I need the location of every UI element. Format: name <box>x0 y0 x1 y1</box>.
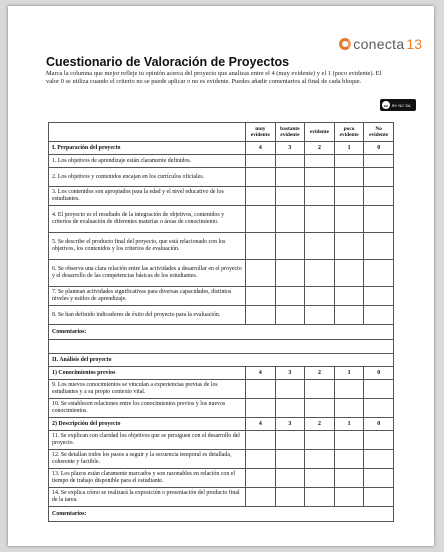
header-muy-evidente: muy evidente <box>246 123 276 142</box>
criterion-text: 8. Se han definido indicadores de éxito del proyecto para la evaluación. <box>49 306 246 325</box>
answer-cell[interactable] <box>246 187 276 206</box>
criterion-text: 7. Se plantean actividades significativas para diversas capacidades, distintos niveles y estilos de aprendizaje. <box>49 287 246 306</box>
document-page <box>8 6 434 546</box>
answer-cell[interactable] <box>246 168 276 187</box>
logo-version: 13 <box>406 36 422 52</box>
answer-cell[interactable] <box>275 287 305 306</box>
score-cell: 2 <box>305 142 335 155</box>
comments-row <box>49 325 394 340</box>
answer-cell[interactable] <box>275 168 305 187</box>
answer-cell[interactable] <box>334 306 364 325</box>
criterion-text: 1. Los objetivos de aprendizaje están claramente definidos. <box>49 155 246 168</box>
criterion-text: 13. Los plazos están claramente marcados y son razonables en relación con el tiempo de trabajo disponible para el estudiante. <box>49 469 246 488</box>
answer-cell[interactable] <box>305 260 335 287</box>
score-cell: 3 <box>275 418 305 431</box>
answer-cell[interactable] <box>364 306 394 325</box>
answer-cell[interactable] <box>246 380 276 399</box>
answer-cell[interactable] <box>305 206 335 233</box>
answer-cell[interactable] <box>246 155 276 168</box>
table-row <box>49 168 394 187</box>
answer-cell[interactable] <box>275 155 305 168</box>
score-cell: 0 <box>364 367 394 380</box>
table-row <box>49 380 394 399</box>
answer-cell[interactable] <box>305 488 335 507</box>
answer-cell[interactable] <box>305 306 335 325</box>
spacer-row <box>49 340 394 354</box>
answer-cell[interactable] <box>275 469 305 488</box>
answer-cell[interactable] <box>246 399 276 418</box>
answer-cell[interactable] <box>246 431 276 450</box>
answer-cell[interactable] <box>305 431 335 450</box>
answer-cell[interactable] <box>275 488 305 507</box>
header-poco-evidente: poco evidente <box>334 123 364 142</box>
criterion-text: 12. Se detallan todos los pasos a seguir y la secuencia temporal es detallada, coherente y factible. <box>49 450 246 469</box>
answer-cell[interactable] <box>305 287 335 306</box>
answer-cell[interactable] <box>364 399 394 418</box>
answer-cell[interactable] <box>334 380 364 399</box>
answer-cell[interactable] <box>246 450 276 469</box>
criterion-text: 2. Los objetivos y contenidos encajan en los currículos oficiales. <box>49 168 246 187</box>
answer-cell[interactable] <box>364 431 394 450</box>
answer-cell[interactable] <box>275 431 305 450</box>
score-cell: 1 <box>334 418 364 431</box>
answer-cell[interactable] <box>275 206 305 233</box>
answer-cell[interactable] <box>364 488 394 507</box>
answer-cell[interactable] <box>275 306 305 325</box>
answer-cell[interactable] <box>334 187 364 206</box>
answer-cell[interactable] <box>334 469 364 488</box>
answer-cell[interactable] <box>305 399 335 418</box>
answer-cell[interactable] <box>275 399 305 418</box>
license-badge <box>380 99 416 111</box>
conecta-logo-icon <box>339 38 351 50</box>
answer-cell[interactable] <box>246 469 276 488</box>
score-cell: 1 <box>334 142 364 155</box>
intro-text: Marca la columna que mejor refleje tu opinión acerca del proyecto que analizas entre el 4 (muy evidente) y el 1 (poco evidente). El valor 0 se utiliza cuando el criterio no se puede aplicar o no es evidente. Puedes añadir comentarios al final de cada bloque. <box>46 70 382 86</box>
criterion-text: 6. Se observa una clara relación entre las actividades a desarrollar en el proyecto y el desarrollo de las competencias básicas de los estudiantes. <box>49 260 246 287</box>
answer-cell[interactable] <box>334 399 364 418</box>
score-cell: 4 <box>246 367 276 380</box>
header-no-evidente: No evidente <box>364 123 394 142</box>
table-row <box>49 233 394 260</box>
answer-cell[interactable] <box>364 206 394 233</box>
answer-cell[interactable] <box>364 287 394 306</box>
table-row <box>49 206 394 233</box>
subsection-title: 1) Conocimientos previos <box>49 367 246 380</box>
score-cell: 2 <box>305 367 335 380</box>
header-blank <box>49 123 246 142</box>
score-cell: 4 <box>246 142 276 155</box>
answer-cell[interactable] <box>305 469 335 488</box>
answer-cell[interactable] <box>305 155 335 168</box>
answer-cell[interactable] <box>246 488 276 507</box>
answer-cell[interactable] <box>334 206 364 233</box>
answer-cell[interactable] <box>364 450 394 469</box>
answer-cell[interactable] <box>305 187 335 206</box>
license-text: BY NC SA <box>392 102 411 108</box>
logo-name: conecta <box>353 36 405 52</box>
table-row <box>49 155 394 168</box>
answer-cell[interactable] <box>275 380 305 399</box>
answer-cell[interactable] <box>275 187 305 206</box>
answer-cell[interactable] <box>275 260 305 287</box>
conecta-logo <box>339 36 422 52</box>
criterion-text: 4. El proyecto es el resultado de la integración de objetivos, contenidos y criterios de evaluación de diferentes materias o áreas de conocimiento. <box>49 206 246 233</box>
section-title: II. Análisis del proyecto <box>49 354 394 367</box>
header-bastante-evidente: bastante evidente <box>275 123 305 142</box>
answer-cell[interactable] <box>334 431 364 450</box>
section-row <box>49 354 394 367</box>
cc-icon: cc <box>383 102 389 108</box>
answer-cell[interactable] <box>334 450 364 469</box>
criterion-text: 3. Los contenidos son apropiados para la edad y el nivel educativo de los estudiantes. <box>49 187 246 206</box>
answer-cell[interactable] <box>334 287 364 306</box>
answer-cell[interactable] <box>364 469 394 488</box>
section-row <box>49 142 394 155</box>
criterion-text: 14. Se explica cómo se realizará la exposición o presentación del producto final de la tarea. <box>49 488 246 507</box>
subsection-row <box>49 418 394 431</box>
table-row <box>49 431 394 450</box>
answer-cell[interactable] <box>246 287 276 306</box>
score-cell: 4 <box>246 418 276 431</box>
answer-cell[interactable] <box>305 380 335 399</box>
answer-cell[interactable] <box>275 450 305 469</box>
spacer-cell <box>49 340 394 354</box>
answer-cell[interactable] <box>364 187 394 206</box>
answer-cell[interactable] <box>334 168 364 187</box>
questionnaire-table <box>48 122 394 522</box>
answer-cell[interactable] <box>305 450 335 469</box>
score-cell: 1 <box>334 367 364 380</box>
answer-cell[interactable] <box>364 155 394 168</box>
table-row <box>49 469 394 488</box>
answer-cell[interactable] <box>334 260 364 287</box>
criterion-text: 10. Se establecen relaciones entre los conocimientos previos y los nuevos conocimientos. <box>49 399 246 418</box>
table-row <box>49 187 394 206</box>
table-row <box>49 488 394 507</box>
answer-cell[interactable] <box>334 488 364 507</box>
subsection-title: 2) Descripción del proyecto <box>49 418 246 431</box>
answer-cell[interactable] <box>305 233 335 260</box>
answer-cell[interactable] <box>364 380 394 399</box>
score-cell: 2 <box>305 418 335 431</box>
subsection-row <box>49 367 394 380</box>
score-cell: 0 <box>364 142 394 155</box>
criterion-text: 5. Se describe el producto final del proyecto, que está relacionado con los objetivos, los contenidos y los criterios de evaluación. <box>49 233 246 260</box>
answer-cell[interactable] <box>334 233 364 260</box>
table-row <box>49 306 394 325</box>
answer-cell[interactable] <box>305 168 335 187</box>
answer-cell[interactable] <box>364 260 394 287</box>
answer-cell[interactable] <box>246 206 276 233</box>
table-row <box>49 287 394 306</box>
comments-row <box>49 507 394 522</box>
score-cell: 3 <box>275 367 305 380</box>
comments-label[interactable]: Comentarios: <box>49 507 394 522</box>
page-title: Cuestionario de Valoración de Proyectos <box>46 55 290 69</box>
comments-label[interactable]: Comentarios: <box>49 325 394 340</box>
table-row <box>49 450 394 469</box>
criterion-text: 11. Se explican con claridad los objetivos que se persiguen con el desarrollo del proyecto. <box>49 431 246 450</box>
answer-cell[interactable] <box>275 233 305 260</box>
answer-cell[interactable] <box>364 233 394 260</box>
answer-cell[interactable] <box>364 168 394 187</box>
answer-cell[interactable] <box>246 260 276 287</box>
answer-cell[interactable] <box>334 155 364 168</box>
answer-cell[interactable] <box>246 306 276 325</box>
criterion-text: 9. Los nuevos conocimientos se vinculan a experiencias previas de los estudiantes y a su propio contexto vital. <box>49 380 246 399</box>
header-evidente: evidente <box>305 123 335 142</box>
section-title: I. Preparación del proyecto <box>49 142 246 155</box>
score-cell: 3 <box>275 142 305 155</box>
score-cell: 0 <box>364 418 394 431</box>
table-row <box>49 399 394 418</box>
answer-cell[interactable] <box>246 233 276 260</box>
header-row <box>49 123 394 142</box>
table-row <box>49 260 394 287</box>
